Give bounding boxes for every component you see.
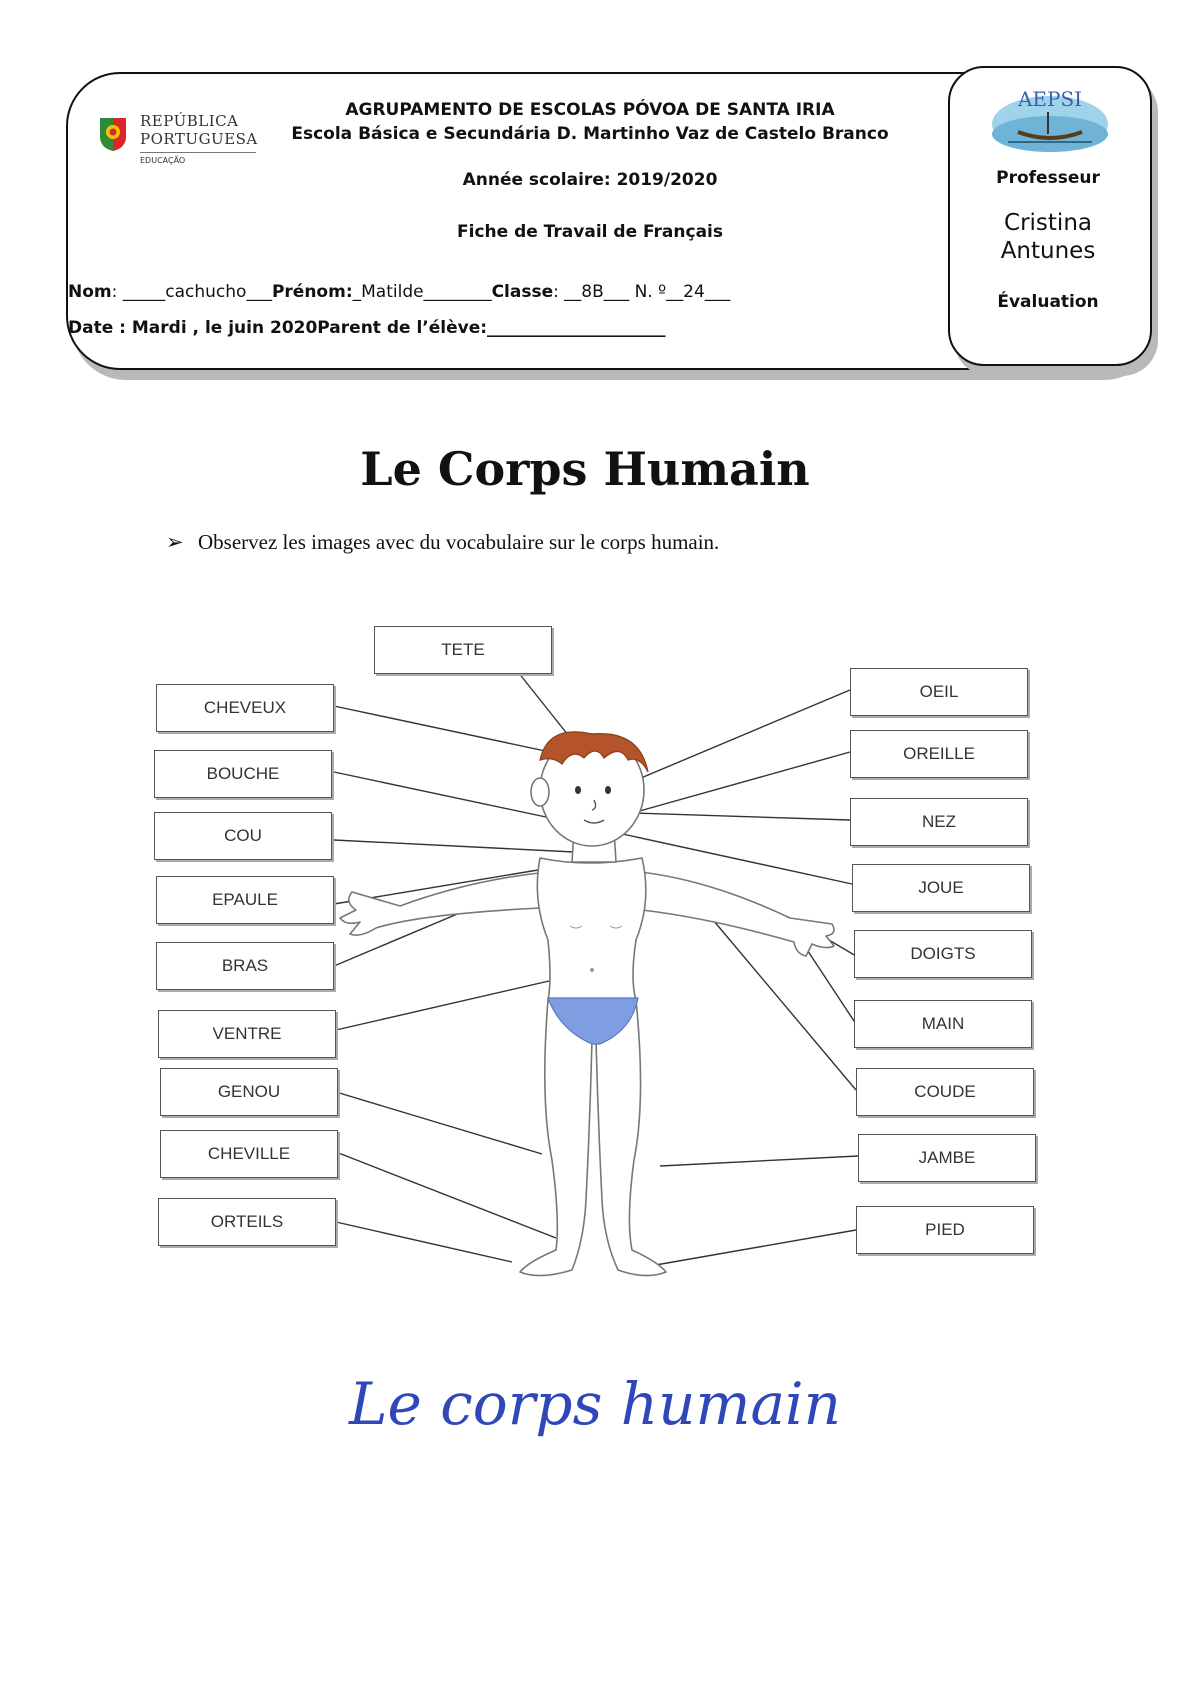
evaluation-label: Évaluation bbox=[997, 292, 1099, 312]
classe-value[interactable]: : __8B___ N. º__24___ bbox=[553, 282, 731, 302]
logo-line-1: REPÚBLICA bbox=[140, 112, 239, 130]
date-parent-line[interactable]: Date : Mardi , le juin 2020Parent de l’élève:_____________________ bbox=[68, 318, 666, 338]
line-orteils bbox=[336, 1222, 512, 1262]
label-joue: JOUE bbox=[852, 864, 1030, 912]
line-coude bbox=[708, 914, 856, 1090]
prenom-label: Prénom: bbox=[271, 282, 353, 302]
label-oreille: OREILLE bbox=[850, 730, 1028, 778]
school-year: Année scolaire: 2019/2020 bbox=[462, 170, 718, 190]
line-genou bbox=[336, 1092, 542, 1154]
line-pied bbox=[650, 1230, 856, 1266]
prenom-value[interactable]: _Matilde________ bbox=[352, 282, 492, 302]
label-coude: COUDE bbox=[856, 1068, 1034, 1116]
cursive-title: Le corps humain bbox=[349, 1370, 841, 1438]
line-cheveux bbox=[334, 706, 550, 752]
label-cou: COU bbox=[154, 812, 332, 860]
eye-right bbox=[575, 786, 581, 794]
label-cheveux: CHEVEUX bbox=[156, 684, 334, 732]
label-jambe: JAMBE bbox=[858, 1134, 1036, 1182]
right-leg bbox=[520, 1000, 592, 1276]
label-ventre: VENTRE bbox=[158, 1010, 336, 1058]
line-cou bbox=[334, 840, 574, 852]
label-nez: NEZ bbox=[850, 798, 1028, 846]
label-cheville: CHEVILLE bbox=[160, 1130, 338, 1178]
arrow-bullet-icon: ➢ bbox=[166, 530, 184, 554]
school-name: AGRUPAMENTO DE ESCOLAS PÓVOA DE SANTA IRIA bbox=[345, 100, 835, 120]
label-bouche: BOUCHE bbox=[154, 750, 332, 798]
label-pied: PIED bbox=[856, 1206, 1034, 1254]
label-tete: TETE bbox=[374, 626, 552, 674]
label-doigts: DOIGTS bbox=[854, 930, 1032, 978]
teacher-label: Professeur bbox=[996, 168, 1100, 188]
left-arm bbox=[640, 872, 834, 956]
line-bouche bbox=[334, 772, 560, 820]
instruction-text: Observez les images avec du vocabulaire sur le corps humain. bbox=[198, 530, 720, 554]
nom-value[interactable]: : _____cachucho___ bbox=[111, 282, 272, 302]
logo-line-3: EDUCAÇÃO bbox=[140, 156, 186, 165]
aepsi-logo-text: AEPSI bbox=[1017, 87, 1083, 111]
line-cheville bbox=[336, 1152, 556, 1238]
line-tete bbox=[518, 672, 572, 740]
logo-line-2: PORTUGUESA bbox=[140, 130, 258, 148]
label-epaule: EPAULE bbox=[156, 876, 334, 924]
page-title: Le Corps Humain bbox=[360, 442, 810, 496]
nom-label: Nom bbox=[68, 282, 112, 302]
label-bras: BRAS bbox=[156, 942, 334, 990]
eye-left bbox=[605, 786, 611, 794]
torso bbox=[537, 858, 646, 1000]
sheet-title: Fiche de Travail de Français bbox=[457, 222, 723, 242]
ear bbox=[531, 778, 549, 806]
teacher-last-name: Antunes bbox=[1000, 238, 1096, 264]
classe-label: Classe bbox=[491, 282, 554, 302]
line-oreille bbox=[636, 752, 850, 812]
teacher-first-name: Cristina bbox=[1004, 210, 1092, 236]
navel bbox=[590, 968, 594, 972]
right-arm bbox=[340, 872, 548, 935]
label-orteils: ORTEILS bbox=[158, 1198, 336, 1246]
school-subname: Escola Básica e Secundária D. Martinho Vaz de Castelo Branco bbox=[291, 124, 889, 144]
label-oeil: OEIL bbox=[850, 668, 1028, 716]
label-main: MAIN bbox=[854, 1000, 1032, 1048]
line-jambe bbox=[660, 1156, 858, 1166]
label-genou: GENOU bbox=[160, 1068, 338, 1116]
